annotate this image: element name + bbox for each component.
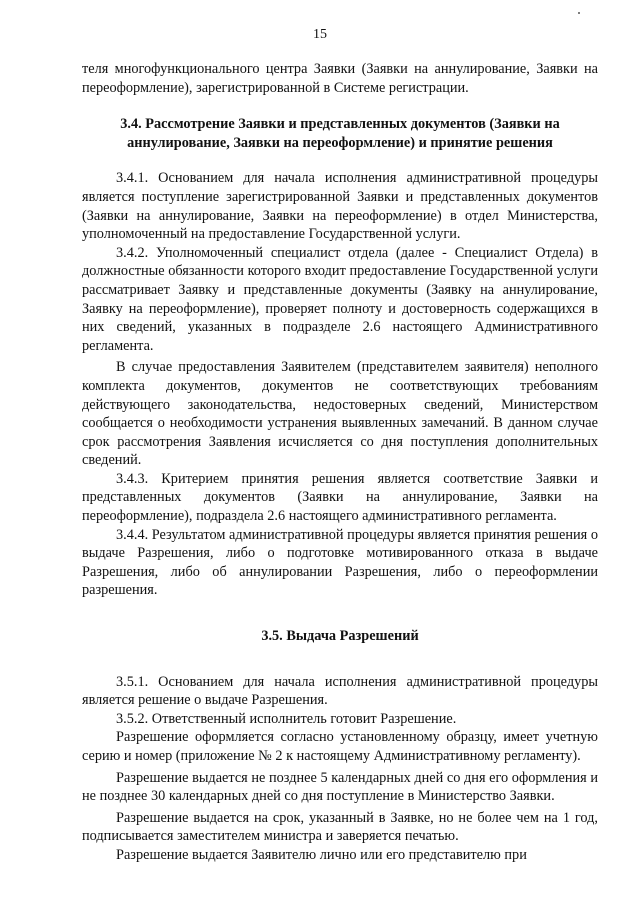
- document-body: [82, 60, 598, 865]
- paragraph-3-5-2: 3.5.2. Ответственный исполнитель готовит Разрешение.: [116, 710, 457, 727]
- paragraph-3-5-2-deadline: Разрешение выдается не позднее 5 календарных дней со дня его оформления и не позднее 30 календарных дней со дня поступление в Министерство Заявки.: [82, 769, 598, 805]
- paragraph-3-4-1: 3.4.1. Основанием для начала исполнения административной процедуры является поступление зарегистрированной Заявки и представленных документов (Заявки на аннулирование, Заявки на переоформление) в отдел Министерства, уполномоченный на предоставление Государственной услуги.: [82, 170, 598, 243]
- section-heading-3-4: 3.4. Рассмотрение Заявки и представленных документов (Заявки на аннулирование, Заявки на переоформление) и принятие решения: [120, 116, 560, 151]
- paragraph-intro: теля многофункционального центра Заявки (Заявки на аннулирование, Заявки на переоформление), зарегистрированной в Системе регистрации.: [82, 61, 598, 96]
- paragraph-3-4-2-incomplete: В случае предоставления Заявителем (представителем заявителя) неполного комплекта документов, документов не соответствующих требованиям действующего законодательства, недостоверных сведений, Министерством сообщается о необходимости устранения выявленных замечаний. В данном случае срок рассмотрения Заявления исчисляется со дня поступления дополнительных сведений.: [82, 359, 598, 469]
- page-number: 15: [313, 27, 327, 42]
- paragraph-3-5-1: 3.5.1. Основанием для начала исполнения административной процедуры является решение о выдаче Разрешения.: [82, 673, 598, 709]
- paragraph-3-4-4: 3.4.4. Результатом административной процедуры является принятия решения о выдаче Разрешения, либо о подготовке мотивированного отказа в выдаче Разрешения, либо об аннулировании Разрешения, либо о переоформлении разрешения.: [82, 526, 598, 599]
- paragraph-3-5-2-form: Разрешение оформляется согласно установленному образцу, имеет учетную серию и номер (приложение № 2 к настоящему Административному регламенту).: [82, 729, 598, 764]
- paragraph-3-4-3: 3.4.3. Критерием принятия решения является соответствие Заявки и представленных документов (Заявки на аннулирование, Заявки на переоформление), подраздела 2.6 настоящего административного регламента.: [82, 470, 598, 525]
- paragraph-3-4-2: 3.4.2. Уполномоченный специалист отдела (далее - Специалист Отдела) в должностные обязанности которого входит предоставление Государственной услуги рассматривает Заявку и представленные документы (Заявку на аннулирование, Заявку на переоформление), проверяет полноту и достоверность содержащихся в них сведений, указанных в подразделе 2.6 настоящего Административного регламента.: [82, 244, 598, 354]
- section-heading-3-5: 3.5. Выдача Разрешений: [261, 628, 419, 645]
- paragraph-3-5-2-term: Разрешение выдается на срок, указанный в Заявке, но не более чем на 1 год, подписывается заместителем министра и заверяется печатью.: [82, 809, 598, 845]
- paragraph-3-5-2-issuance: Разрешение выдается Заявителю лично или его представителю при: [116, 846, 527, 863]
- scan-speck: [578, 12, 580, 14]
